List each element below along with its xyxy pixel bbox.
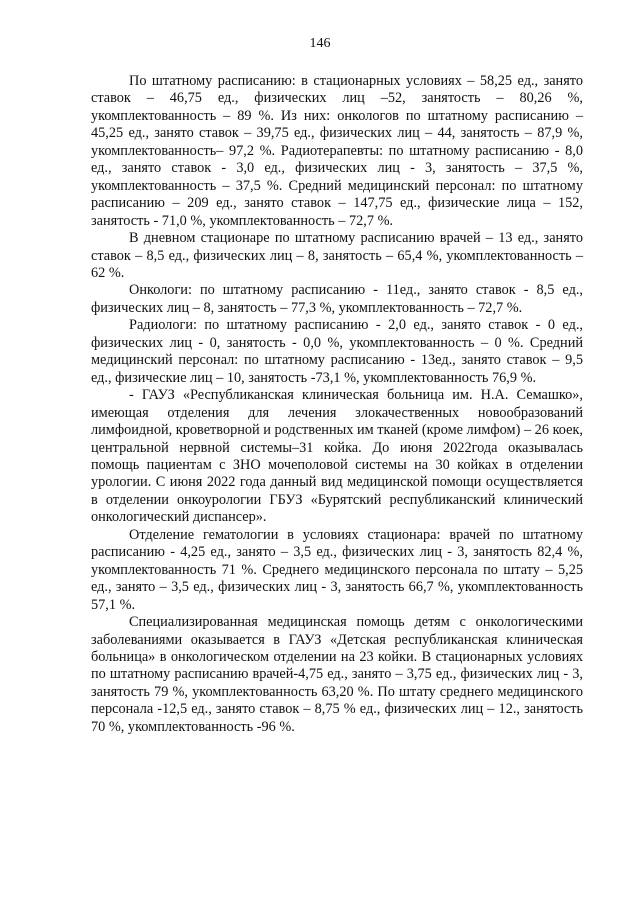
page-number: 146 xyxy=(309,36,331,51)
paragraph-hematology: Отделение гематологии в условиях стационара: врачей по штатному расписанию - 4,25 ед., занято – 3,5 ед., физических лиц - 3, занятость 82,4 %, укомплектованность 71 %. Среднего медицинского персонала по штату – 5,25 ед., занято – 3,5 ед., физических лиц - 3, занятость 66,7 %, укомплектованность 57,1 %. xyxy=(91,526,583,613)
paragraph-radiologists: Радиологи: по штатному расписанию - 2,0 ед., занято ставок - 0 ед., физических лиц - 0, занятость - 0,0 %, укомплектованность – 0 %. Средний медицинский персонал: по штатному расписанию - 13ед., занято ставок – 9,5 ед., физические лиц – 10, занятость -73,1 %, укомплектованность 76,9 %. xyxy=(91,317,583,386)
paragraph-pediatric-oncology: Специализированная медицинская помощь детям с онкологическими заболеваниями оказывается в ГАУЗ «Детская республиканская клиническая больница» в онкологическом отделении на 23 койки. В стационарных условиях по штатному расписанию врачей-4,75 ед., занято – 3,75 ед., физических лиц - 3, занятость 79 %, укомплектованность 63,20 %. По штату среднего медицинского персонала -12,5 ед., занято ставок – 8,75 % ед., физических лиц – 12., занятость 70 %, укомплектованность -96 %. xyxy=(91,614,583,735)
document-body xyxy=(91,73,583,736)
paragraph-semashko-hospital: - ГАУЗ «Республиканская клиническая больница им. Н.А. Семашко», имеющая отделения для лечения злокачественных новообразований лимфоидной, кроветворной и родственных им тканей (кроме лимфом) – 26 коек, центральной нервной системы–31 койка. До июня 2022года оказывалась помощь пациентам с ЗНО мочеполовой системы на 30 койках в отделении урологии. С июня 2022 года данный вид медицинской помощи осуществляется в отделении онкоурологии ГБУЗ «Бурятский республиканский клинический онкологический диспансер». xyxy=(91,387,583,526)
paragraph-inpatient-staffing: По штатному расписанию: в стационарных условиях – 58,25 ед., занято ставок – 46,75 ед., физических лиц –52, занятость – 80,26 %, укомплектованность – 89 %. Из них: онкологов по штатному расписанию – 45,25 ед., занято ставок – 39,75 ед., физических лиц – 44, занятость – 87,9 %, укомплектованность– 97,2 %. Радиотерапевты: по штатному расписанию - 8,0 ед., занято ставок - 3,0 ед., физических лиц - 3, занятость – 37,5 %, укомплектованность – 37,5 %. Средний медицинский персонал: по штатному расписанию – 209 ед., занято ставок – 147,75 ед., физические лица – 152, занятость - 71,0 %, укомплектованность – 72,7 %. xyxy=(91,73,583,229)
paragraph-oncologists: Онкологи: по штатному расписанию - 11ед., занято ставок - 8,5 ед., физических лиц – 8, занятость – 77,3 %, укомплектованность – 72,7 %. xyxy=(91,282,583,316)
paragraph-day-hospital: В дневном стационаре по штатному расписанию врачей – 13 ед., занято ставок – 8,5 ед., физических лиц – 8, занятость – 65,4 %, укомплектованность – 62 %. xyxy=(91,230,583,281)
